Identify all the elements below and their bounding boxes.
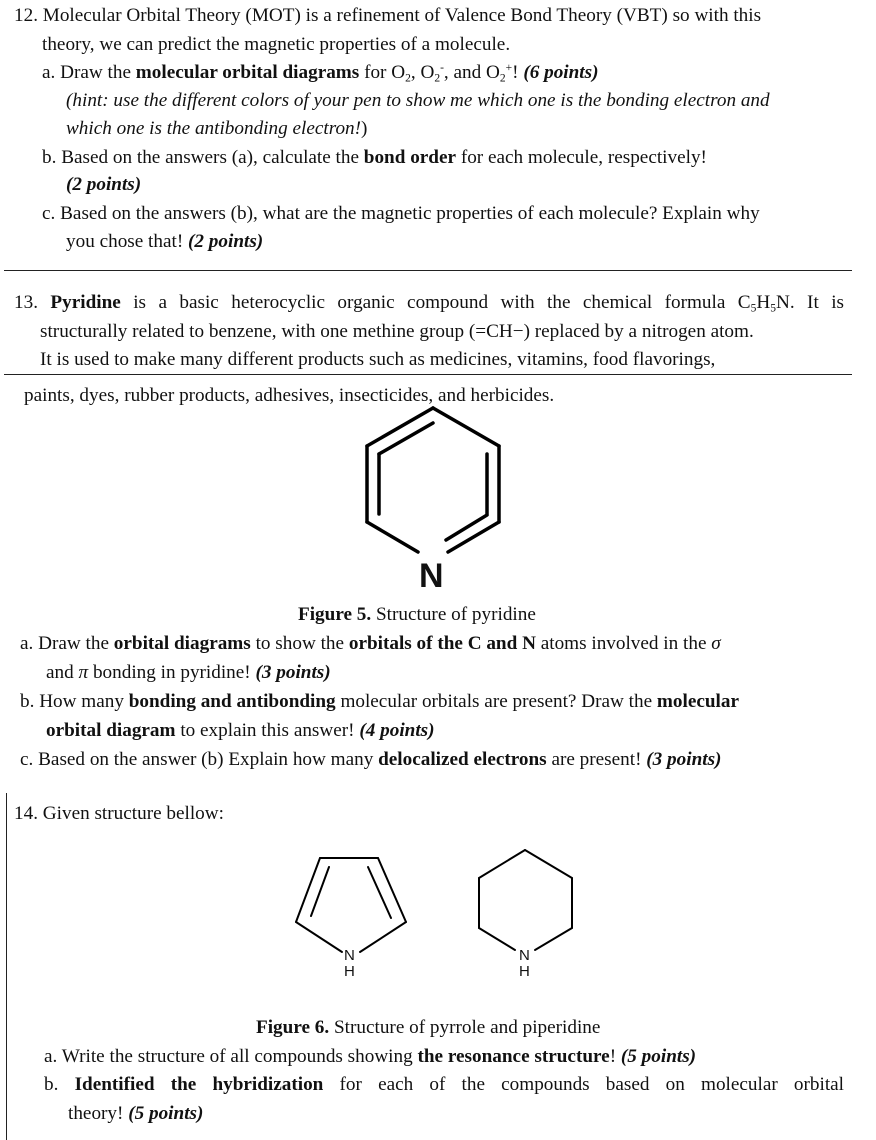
- pyrrole-n-atom: N: [344, 947, 355, 964]
- q12-a-hint-close: ): [361, 118, 368, 139]
- q13-b-text-2: molecular orbitals are present? Draw the: [335, 691, 657, 712]
- q12-b-points: (2 points): [66, 174, 142, 195]
- q12-a-bold: molecular orbital diagrams: [135, 62, 360, 83]
- q13-a-points: (3 points): [255, 662, 331, 683]
- q12-a-points: (6 points): [523, 62, 599, 83]
- q13-b-points: (4 points): [359, 720, 435, 741]
- q13-c-text: Based on the answer (b) Explain how many: [38, 749, 379, 770]
- figure-6-caption: [256, 1016, 600, 1039]
- q12-a-hint-text-1: (hint: use the different colors of your pen to show me which one is the bonding electron and: [66, 90, 770, 111]
- q12-a-o2-plus: , and O: [443, 62, 500, 83]
- q12-b-bold: bond order: [363, 147, 457, 168]
- q13-sub: 5: [750, 302, 757, 315]
- q13-c-marker: c.: [20, 749, 34, 770]
- q13-c-text-2: are present!: [546, 749, 647, 770]
- q12-b-text-2: for each molecule, respectively!: [456, 147, 707, 168]
- q13-text-1: is a basic heterocyclic organic compound with the chemical formula C: [120, 292, 751, 313]
- q13-a-text-4: bonding in pyridine!: [88, 662, 256, 683]
- q14-b-text-2: theory!: [68, 1103, 129, 1124]
- q12-text-1: Molecular Orbital Theory (MOT) is a refinement of Valence Bond Theory (VBT) so with this: [42, 5, 762, 26]
- q14-b-line-1: [44, 1073, 844, 1096]
- q13-a-text-2: to show the: [250, 633, 349, 654]
- q13-a-sigma: σ: [711, 633, 721, 654]
- q13-a-pi: π: [78, 662, 89, 683]
- q12-a-sub: 2: [499, 72, 506, 85]
- q12-a-marker: a.: [42, 62, 56, 83]
- q13-pyridine-bold: Pyridine: [50, 292, 121, 313]
- q12-b-text: Based on the answers (a), calculate the: [61, 147, 364, 168]
- q13-a-text: Draw the: [38, 633, 114, 654]
- q13-b-bold-3: orbital diagram: [46, 720, 176, 741]
- q14-b-points: (5 points): [128, 1103, 204, 1124]
- q14-text: Given structure bellow:: [42, 803, 224, 824]
- q14-b-bold: Identified the hybridization: [74, 1074, 324, 1095]
- pyrrole-h-atom: H: [344, 963, 355, 980]
- q12-a-o2-minus: , O: [410, 62, 435, 83]
- figure-5-text: Structure of pyridine: [371, 604, 536, 625]
- q14-b-marker: b.: [44, 1074, 59, 1095]
- q12-a-text: Draw the: [60, 62, 136, 83]
- q14-a-bold: the resonance structure: [417, 1046, 610, 1067]
- q12-a-hint-text-2: which one is the antibonding electron!: [66, 118, 362, 139]
- q12-a-exclaim: !: [512, 62, 524, 83]
- q13-text-h: H: [756, 292, 771, 313]
- figure-5-label: Figure 5.: [298, 604, 372, 625]
- q13-a-bold-2: orbitals of the C and N: [348, 633, 536, 654]
- q12-c-text: Based on the answers (b), what are the magnetic properties of each molecule? Explain why: [60, 203, 760, 224]
- q12-a-sub: 2: [434, 72, 441, 85]
- q13-sub: 5: [770, 302, 776, 315]
- q12-a-o2: for O: [359, 62, 406, 83]
- q14-a-points: (5 points): [620, 1046, 697, 1067]
- q14-a-line-1: [44, 1045, 696, 1068]
- q13-line-3: It is used to make many different products such as medicines, vitamins, food flavorings,: [40, 349, 716, 370]
- q13-a-text-3: atoms involved in the: [535, 633, 712, 654]
- q13-b-text: How many: [39, 691, 129, 712]
- q12-a-sub: 2: [405, 72, 411, 85]
- q13-text-n: N. It is: [775, 292, 845, 313]
- q12-line-2: theory, we can predict the magnetic properties of a molecule.: [42, 34, 511, 55]
- q14-a-text: Write the structure of all compounds showing: [61, 1046, 418, 1067]
- q14-b-text: for each of the compounds based on molecular orbital: [323, 1074, 844, 1095]
- q13-c-bold: delocalized electrons: [378, 749, 547, 770]
- q12-number: 12.: [14, 5, 38, 26]
- q13-a-marker: a.: [20, 633, 34, 654]
- q13-line-2: structurally related to benzene, with one methine group (=CH−) replaced by a nitrogen atom.: [40, 321, 754, 342]
- q12-c-marker: c.: [42, 203, 56, 224]
- q14-number: 14.: [14, 803, 38, 824]
- q12-a-sup: +: [505, 62, 513, 75]
- piperidine-n-atom: N: [519, 947, 530, 964]
- q13-number: 13.: [14, 292, 38, 313]
- q14-a-marker: a.: [44, 1046, 58, 1067]
- pyridine-n-atom: N: [419, 557, 444, 595]
- q12-b-marker: b.: [42, 147, 57, 168]
- q13-b-text-3: to explain this answer!: [175, 720, 360, 741]
- q13-b-bold-1: bonding and antibonding: [128, 691, 336, 712]
- q14-b-line-2: [68, 1102, 203, 1125]
- q12-a-sup: -: [440, 62, 444, 75]
- piperidine-h-atom: H: [519, 963, 530, 980]
- q12-c-text-2: you chose that!: [66, 231, 189, 252]
- q13-b-bold-2: molecular: [656, 691, 739, 712]
- q13-a-and: and: [46, 662, 79, 683]
- q14-a-text-2: !: [609, 1046, 621, 1067]
- q13-c-points: (3 points): [646, 749, 722, 770]
- q13-a-bold-1: orbital diagrams: [113, 633, 251, 654]
- q13-b-marker: b.: [20, 691, 35, 712]
- figure-6-text: Structure of pyrrole and piperidine: [329, 1017, 601, 1038]
- q13-line-4: paints, dyes, rubber products, adhesives, insecticides, and herbicides.: [24, 385, 555, 406]
- figure-6-label: Figure 6.: [256, 1017, 330, 1038]
- q12-c-points: (2 points): [188, 231, 264, 252]
